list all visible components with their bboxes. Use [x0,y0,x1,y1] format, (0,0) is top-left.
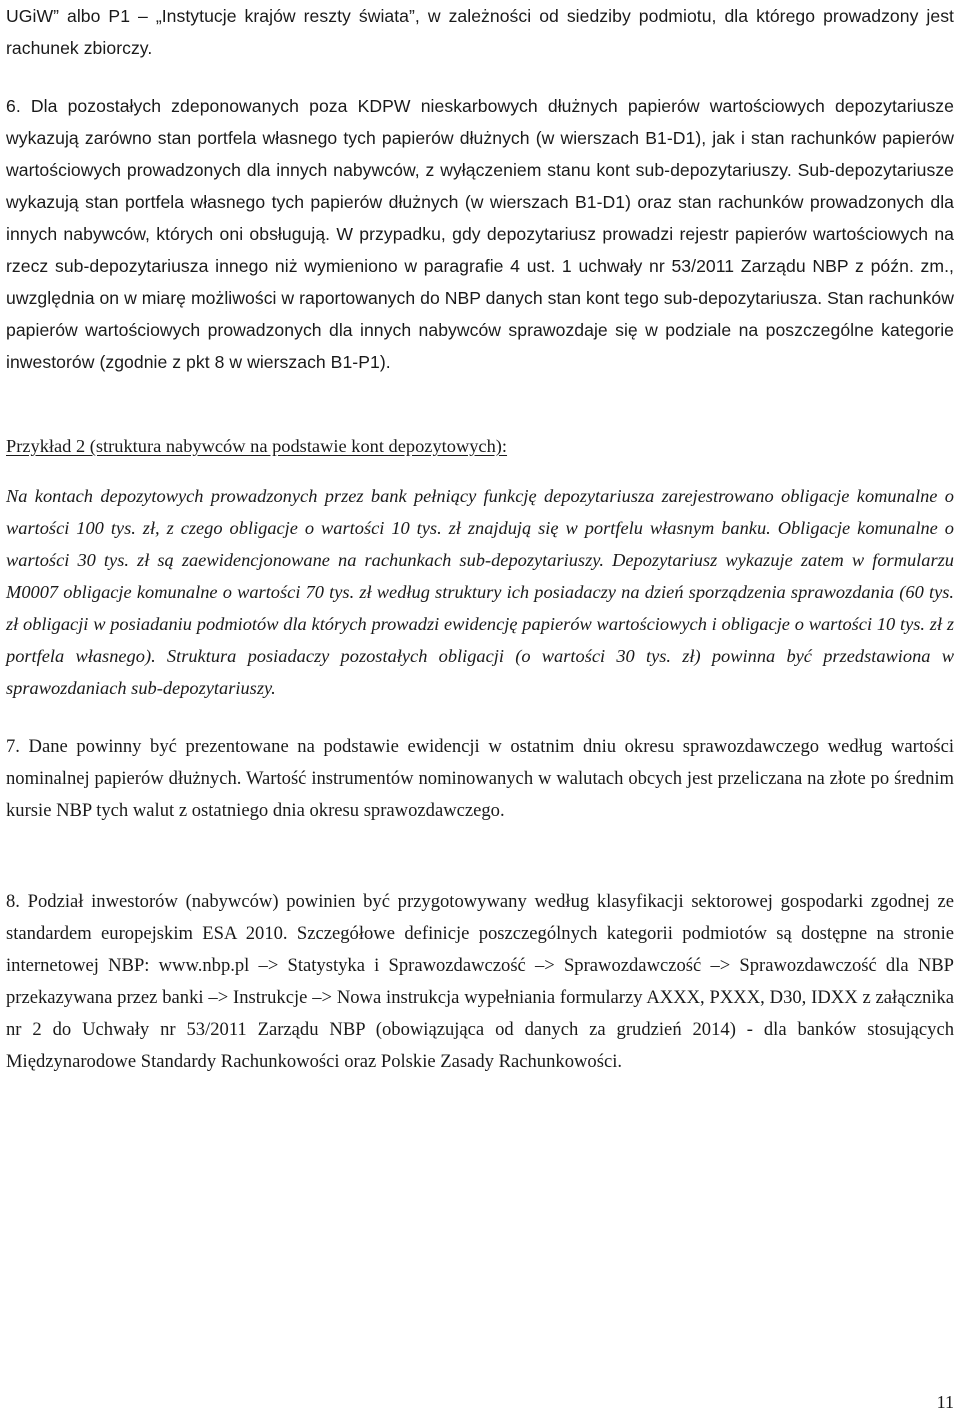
example-2-heading: Przykład 2 (struktura nabywców na podstawie kont depozytowych): [6,436,508,456]
intro-paragraph: UGiW” albo P1 – „Instytucje krajów reszty świata”, w zależności od siedziby podmiotu, dla którego prowadzony jest rachunek zbiorczy. [6,6,954,58]
paragraph-item-8: 8. Podział inwestorów (nabywców) powinien być przygotowywany według klasyfikacji sektorowej gospodarki zgodnej ze standardem europejskim ESA 2010. Szczegółowe definicje poszczególnych kategorii podmiotów są dostępne na stronie internetowej NBP: www.nbp.pl –> Statystyka i Sprawozdawczość –> Sprawozdawczość –> Sprawozdawczość dla NBP przekazywana przez banki –> Instrukcje –> Nowa instrukcja wypełniania formularzy AXXX, PXXX, D30, IDXX z załącznika nr 2 do Uchwały nr 53/2011 Zarządu NBP (obowiązująca od danych za grudzień 2014) - dla banków stosujących Międzynarodowe Standardy Rachunkowości oraz Polskie Zasady Rachunkowości. [6,891,954,1072]
paragraph-item-7: 7. Dane powinny być prezentowane na podstawie ewidencji w ostatnim dniu okresu sprawozdawczego według wartości nominalnej papierów dłużnych. Wartość instrumentów nominowanych w walutach obcych jest przeliczana na złote po średnim kursie NBP tych walut z ostatniego dnia okresu sprawozdawczego. [6,736,954,821]
example-2-body: Na kontach depozytowych prowadzonych przez bank pełniący funkcję depozytariusza zarejestrowano obligacje komunalne o wartości 100 tys. zł, z czego obligacje o wartości 10 tys. zł znajdują się w portfelu własnym banku. Obligacje komunalne o wartości 30 tys. zł są zaewidencjonowane na rachunkach sub-depozytariuszy. Depozytariusz wykazuje zatem w formularzu M0007 obligacje komunalne o wartości 70 tys. zł według struktury ich posiadaczy na dzień sporządzenia sprawozdania (60 tys. zł obligacji w posiadaniu podmiotów dla których prowadzi ewidencję papierów wartościowych i obligacje o wartości 10 tys. zł z portfela własnego). Struktura posiadaczy pozostałych obligacji (o wartości 30 tys. zł) powinna być przedstawiona w sprawozdaniach sub-depozytariuszy. [6,486,954,698]
paragraph-item-6: 6. Dla pozostałych zdeponowanych poza KDPW nieskarbowych dłużnych papierów wartościowych depozytariusze wykazują zarówno stan portfela własnego tych papierów dłużnych (w wierszach B1-D1), jak i stan rachunków papierów wartościowych prowadzonych dla innych nabywców, z wyłączeniem stanu kont sub-depozytariuszy. Sub-depozytariusze wykazują stan portfela własnego tych papierów dłużnych (w wierszach B1-D1) oraz stan rachunków prowadzonych dla innych nabywców, których oni obsługują. W przypadku, gdy depozytariusz prowadzi rejestr papierów wartościowych na rzecz sub-depozytariusza innego niż wymieniono w paragrafie 4 ust. 1 uchwały nr 53/2011 Zarządu NBP z późn. zm., uwzględnia on w miarę możliwości w raportowanych do NBP danych stan kont tego sub-depozytariusza. Stan rachunków papierów wartościowych prowadzonych dla innych nabywców sprawozdaje się w podziale na poszczególne kategorie inwestorów (zgodnie z pkt 8 w wierszach B1-P1). [6,96,955,372]
page-number: 11 [936,1392,954,1412]
